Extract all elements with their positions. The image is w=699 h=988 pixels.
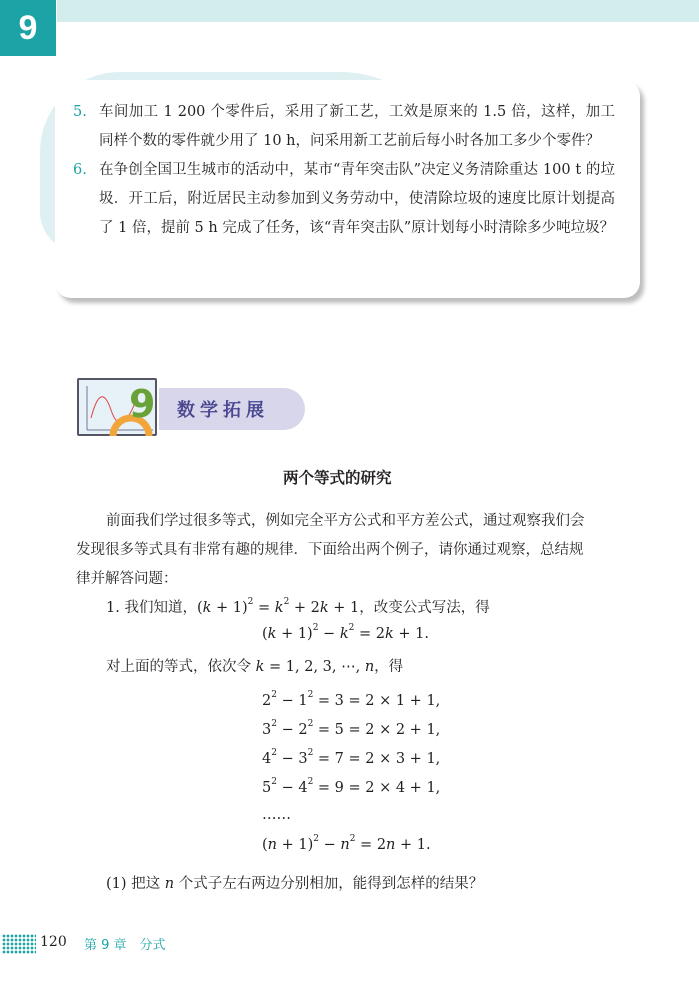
- text-line: [262, 625, 429, 642]
- chapter-number-tab: 9: [0, 0, 56, 56]
- text-segment: 4: [262, 750, 272, 767]
- text-segment: 3: [262, 721, 272, 738]
- text-segment: 个式子左右两边分别相加，能得到怎样的结果？: [174, 876, 484, 892]
- exercise-text: 车间加工 1 200 个零件后，采用了新工艺，工效是原来的 1.5 倍，这样，加工同样个数的零件就少用了 10 h，问采用新工艺前后每小时各加工多少个零件？: [99, 104, 615, 149]
- exercise-number: 6.: [73, 162, 87, 178]
- text-segment: + 1): [277, 836, 314, 853]
- text-segment: 1. 我们知道，(: [106, 600, 203, 616]
- text-segment: + 1.: [395, 836, 431, 853]
- text-segment: 前面我们学过很多等式，例如完全平方公式和平方差公式，通过观察我们会: [106, 513, 585, 529]
- text-segment: k: [255, 659, 265, 675]
- text-segment: = 3 = 2 × 1 + 1,: [313, 692, 441, 709]
- text-line: [262, 836, 431, 853]
- text-segment: 发现很多等式具有非常有趣的规律．下面给出两个例子，请你通过观察，总结规: [76, 542, 584, 558]
- section-label-text: 数学拓展: [177, 400, 269, 421]
- text-line: [106, 509, 585, 530]
- text-segment: k: [319, 600, 329, 616]
- text-segment: ，得: [374, 659, 404, 675]
- header-bar: [57, 0, 699, 22]
- text-segment: − 2: [276, 721, 308, 738]
- text-line: [262, 692, 440, 709]
- text-segment: = 2: [354, 625, 385, 642]
- text-line: [262, 807, 291, 823]
- text-segment: k: [267, 625, 277, 642]
- superscript: 2: [348, 623, 355, 633]
- text-segment: = 1, 2, 3, ⋯,: [264, 659, 365, 675]
- superscript: 2: [271, 690, 277, 700]
- text-segment: (: [262, 836, 268, 853]
- text-line: [106, 872, 483, 893]
- text-segment: −: [318, 625, 340, 642]
- text-segment: − 1: [276, 692, 308, 709]
- text-line: [262, 750, 440, 767]
- text-segment: + 1，改变公式写法，得: [328, 600, 490, 616]
- text-segment: n: [364, 659, 375, 675]
- text-segment: −: [319, 836, 341, 853]
- text-line: [106, 596, 490, 617]
- text-segment: (: [262, 625, 268, 642]
- superscript: 2: [283, 597, 290, 608]
- text-segment: k: [274, 600, 284, 616]
- chapter-label: 第 9 章 分式: [84, 938, 166, 953]
- superscript: 2: [271, 748, 277, 758]
- text-segment: 5: [262, 779, 272, 796]
- text-segment: + 2: [289, 600, 320, 616]
- text-line: [262, 721, 440, 738]
- superscript: 2: [307, 748, 314, 758]
- badge-number: 9: [129, 382, 156, 426]
- blackboard-illustration: [77, 378, 157, 436]
- text-segment: − 4: [276, 779, 308, 796]
- superscript: 2: [247, 597, 254, 608]
- page-number: 120: [40, 934, 67, 950]
- dots-decoration-icon: [2, 934, 36, 954]
- exercise-5: [75, 98, 615, 156]
- text-segment: 对上面的等式，依次令: [106, 659, 256, 675]
- text-segment: 2: [262, 692, 272, 709]
- text-segment: k: [339, 625, 349, 642]
- exercise-text: 在争创全国卫生城市的活动中，某市“青年突击队”决定义务清除重达 100 t 的垃圾．开工后，附近居民主动参加到义务劳动中，使清除垃圾的速度比原计划提高了 1 倍，提前 5 h 完成了任务，该“青年突击队”原计划每小时清除多少吨垃圾？: [99, 162, 615, 236]
- text-segment: k: [384, 625, 394, 642]
- section-label: [159, 388, 305, 430]
- text-segment: = 9 = 2 × 4 + 1,: [313, 779, 441, 796]
- text-line: [76, 567, 178, 588]
- text-segment: + 1): [211, 600, 248, 616]
- superscript: 2: [307, 690, 314, 700]
- superscript: 2: [312, 623, 319, 633]
- text-segment: n: [267, 836, 278, 853]
- superscript: 2: [307, 777, 314, 787]
- text-segment: 律并解答问题：: [76, 571, 178, 587]
- text-segment: + 1.: [393, 625, 429, 642]
- text-segment: n: [340, 836, 350, 853]
- text-segment: n: [386, 836, 396, 853]
- text-line: [76, 538, 584, 559]
- superscript: 2: [271, 777, 277, 787]
- text-segment: ……: [262, 807, 291, 823]
- text-segment: + 1): [276, 625, 313, 642]
- exercise-box: [55, 80, 640, 298]
- text-segment: − 3: [276, 750, 308, 767]
- exercise-6: [75, 156, 615, 243]
- text-segment: k: [202, 600, 212, 616]
- text-segment: = 2: [355, 836, 387, 853]
- exercise-number: 5.: [73, 104, 87, 120]
- superscript: 2: [349, 834, 356, 844]
- text-line: [106, 655, 403, 676]
- text-segment: = 5 = 2 × 2 + 1,: [313, 721, 441, 738]
- superscript: 2: [313, 834, 319, 844]
- text-segment: (1) 把这: [106, 876, 165, 892]
- superscript: 2: [307, 719, 314, 729]
- text-segment: n: [164, 876, 175, 892]
- section-title: 两个等式的研究: [283, 469, 392, 487]
- text-line: [262, 779, 440, 796]
- text-segment: = 7 = 2 × 3 + 1,: [313, 750, 441, 767]
- text-segment: =: [253, 600, 275, 616]
- superscript: 2: [271, 719, 277, 729]
